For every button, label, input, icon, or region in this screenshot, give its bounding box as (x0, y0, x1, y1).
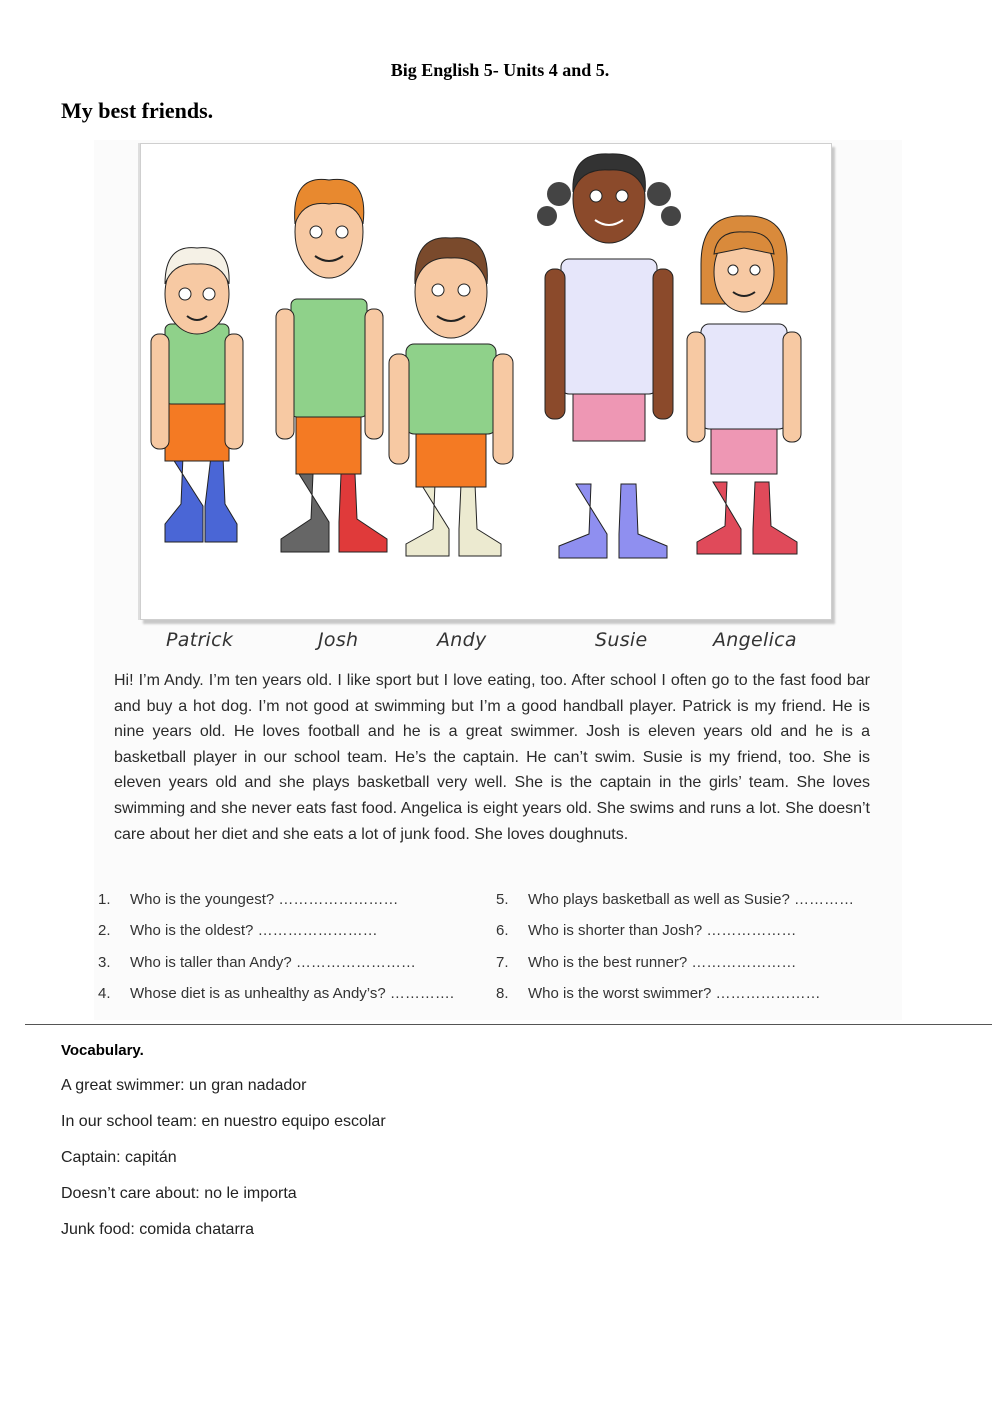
josh-figure (276, 179, 387, 552)
question-1: 1. Who is the youngest? …………………… (98, 891, 399, 908)
angelica-figure (687, 216, 801, 554)
question-5: 5. Who plays basketball as well as Susie? ………… (496, 891, 854, 908)
question-3: 3. Who is taller than Andy? …………………… (98, 954, 416, 971)
worksheet-scan (94, 140, 902, 1020)
name-angelica: Angelica (713, 629, 797, 651)
name-josh: Josh (318, 629, 359, 651)
vocabulary-item: Captain: capitán (61, 1149, 177, 1166)
friends-illustration (140, 143, 832, 620)
vocabulary-title: Vocabulary. (61, 1042, 144, 1059)
vocabulary-item: In our school team: en nuestro equipo escolar (61, 1113, 386, 1130)
section-divider (25, 1024, 992, 1025)
question-8: 8. Who is the worst swimmer? ………………… (496, 985, 821, 1002)
question-4: 4. Whose diet is as unhealthy as Andy’s? …………. (98, 985, 455, 1002)
susie-figure (537, 154, 681, 558)
andy-figure (389, 238, 513, 556)
vocabulary-item: Doesn’t care about: no le importa (61, 1185, 297, 1202)
vocabulary-item: Junk food: comida chatarra (61, 1221, 254, 1238)
question-6: 6. Who is shorter than Josh? ……………… (496, 922, 797, 939)
question-7: 7. Who is the best runner? ………………… (496, 954, 797, 971)
character-names (94, 629, 902, 657)
name-patrick: Patrick (166, 629, 234, 651)
patrick-figure (151, 248, 243, 542)
question-2: 2. Who is the oldest? …………………… (98, 922, 378, 939)
name-andy: Andy (437, 629, 487, 651)
reading-passage: Hi! I’m Andy. I’m ten years old. I like sport but I love eating, too. After school I often go to the fast food bar and buy a hot dog. I’m not good at swimming but I’m a good handball player. Patrick is my friend. He is nine years old. He loves football and he is a great swimmer. Josh is eleven years old and he is a basketball player in our school team. He’s the captain. He can’t swim. Susie is my friend, too. She is eleven years old and she plays basketball very well. She is the captain in the girls’ team. She loves swimming and she never eats fast food. Angelica is eight years old. She swims and runs a lot. She doesn’t care about her diet and she eats a lot of junk food. She loves doughnuts. (114, 672, 870, 843)
document-header: Big English 5- Units 4 and 5. (390, 60, 610, 80)
page-title: My best friends. (61, 98, 214, 123)
name-susie: Susie (595, 629, 648, 651)
vocabulary-item: A great swimmer: un gran nadador (61, 1077, 307, 1094)
